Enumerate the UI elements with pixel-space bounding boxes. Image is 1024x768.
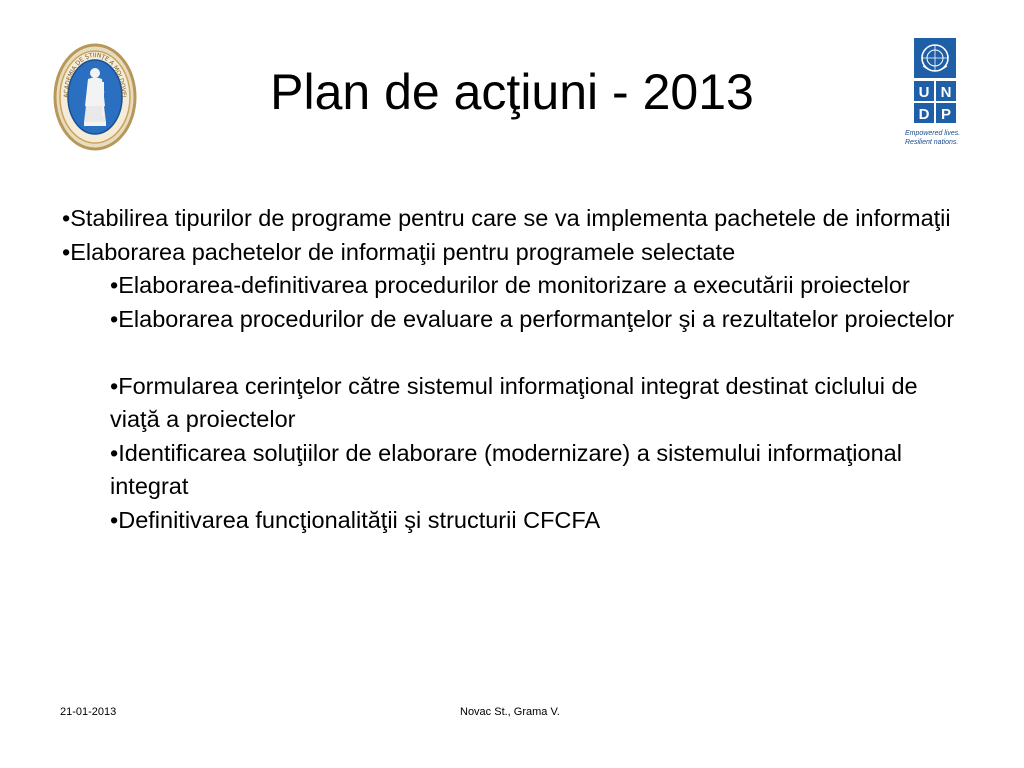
academy-seal-icon	[50, 40, 140, 154]
bullet-item: •Stabilirea tipurilor de programe pentru care se va implementa pachetele de informaţii	[62, 205, 951, 231]
bullet-spacer	[62, 336, 962, 370]
undp-tagline-line1: Empowered lives.	[905, 130, 961, 137]
bullet-item: •Elaborarea pachetelor de informaţii pentru programele selectate	[62, 238, 736, 265]
undp-logo	[905, 36, 975, 156]
slide-content	[62, 202, 962, 537]
svg-text:U: U	[918, 84, 930, 101]
sub-bullet-item: •Elaborarea-definitivarea procedurilor de monitorizare a executării proiectelor	[110, 272, 910, 298]
undp-tagline-line2: Resilient nations.	[905, 139, 959, 146]
undp-tagline	[905, 129, 975, 147]
academy-seal-logo	[50, 40, 140, 154]
sub-bullet-item: •Elaborarea procedurilor de evaluare a performanţelor şi a rezultatelor proiectelor	[110, 305, 955, 332]
sub-bullet-item: •Definitivarea funcţionalităţii şi structurii CFCFA	[110, 506, 601, 533]
svg-text:P: P	[940, 106, 952, 123]
slide-title: Plan de acţiuni - 2013	[270, 64, 754, 120]
svg-text:N: N	[940, 84, 952, 101]
svg-text:D: D	[918, 106, 930, 123]
sub-bullet-item: •Formularea cerinţelor către sistemul informaţional integrat destinat ciclului de viaţă a proiectelor	[110, 372, 918, 432]
footer-author: Novac St., Grama V.	[460, 706, 560, 718]
undp-logo-icon	[905, 36, 975, 128]
footer-date: 21-01-2013	[60, 706, 117, 718]
sub-bullet-item: •Identificarea soluţiilor de elaborare (modernizare) a sistemului informaţional integrat	[110, 439, 902, 499]
svg-text:ACADEMIA DE ŞTIINŢE A MOLDOVEI: ACADEMIA DE ŞTIINŢE A MOLDOVEI	[62, 51, 128, 98]
